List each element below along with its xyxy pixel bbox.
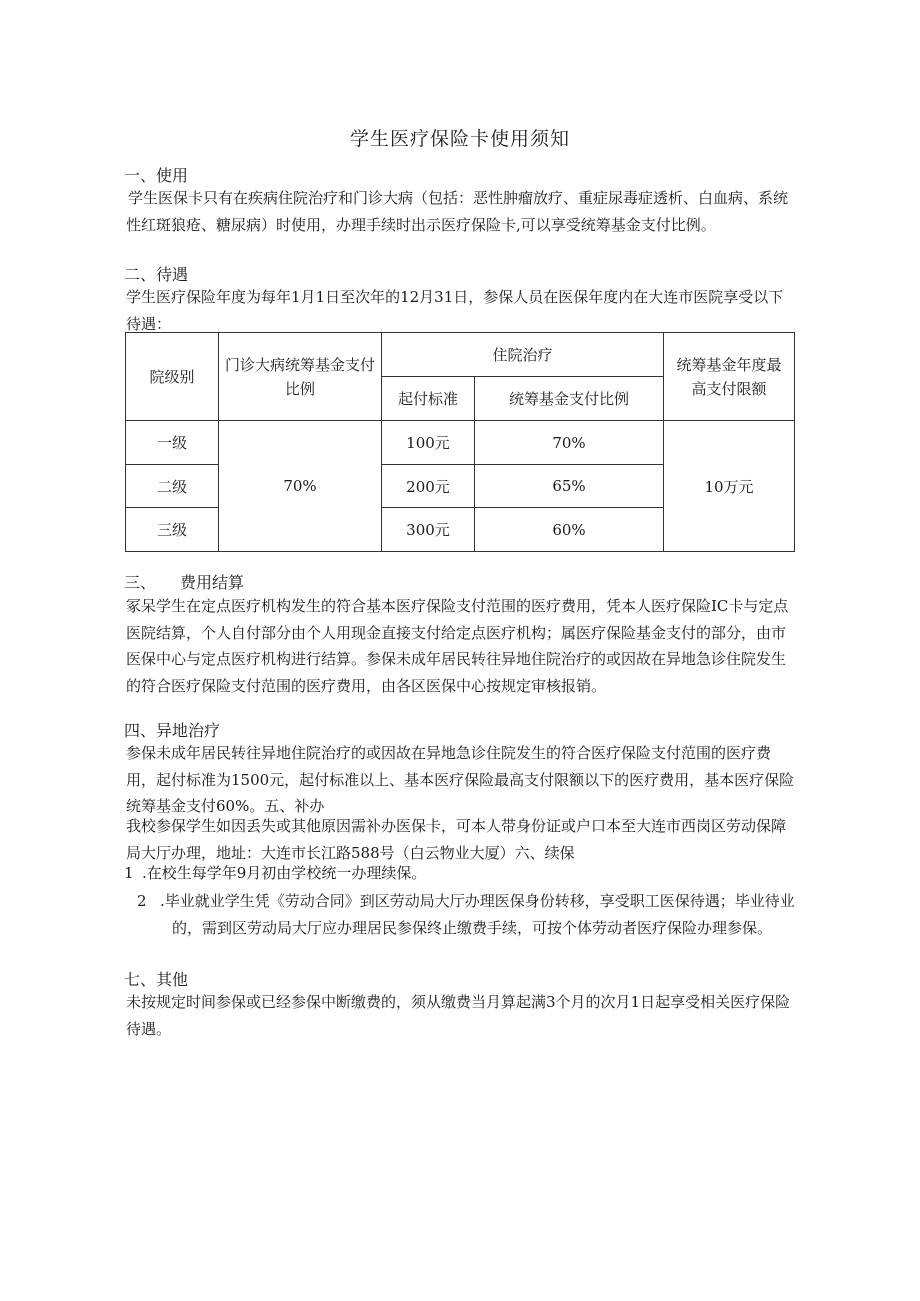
header-level: 院级别 (126, 333, 219, 421)
row-threshold: 100元 (382, 421, 475, 465)
header-outpatient-ratio: 门诊大病统筹基金支付比例 (219, 333, 382, 421)
section-7-heading: 七、其他 (124, 970, 189, 989)
row-ratio: 60% (475, 508, 664, 552)
section-4-text: 参保未成年居民转往异地住院治疗的或因故在异地急诊住院发生的符合医疗保险支付范围的医疗费用，起付标准为1500元，起付标准以上、基本医疗保险最高支付限额以下的医疗费用，基本医疗保险统筹基金支付60%。五、补办 (126, 744, 795, 815)
renewal-item-2-text: .毕业就业学生凭《劳动合同》到区劳动局大厅办理医保身份转移，享受职工医保待遇；毕业待业的，需到区劳动局大厅应办理居民参保终止缴费手续，可按个体劳动者医疗保险办理参保。 (160, 892, 795, 937)
header-threshold: 起付标准 (382, 377, 475, 421)
renewal-item-1-number: 1 (124, 864, 134, 882)
section-1-heading: 一、使用 (124, 166, 189, 185)
row-ratio: 70% (475, 421, 664, 465)
row-ratio: 65% (475, 465, 664, 508)
section-2-heading: 二、待遇 (124, 265, 189, 284)
row-level: 二级 (126, 465, 219, 508)
annual-limit-cell: 10万元 (664, 421, 795, 552)
renewal-item-2-number: 2 (137, 892, 147, 910)
section-3-text: 冢呆学生在定点医疗机构发生的符合基本医疗保险支付范围的医疗费用，凭本人医疗保险IC卡与定点医院结算，个人自付部分由个人用现金直接支付给定点医疗机构；属医疗保险基金支付的部分，由市医保中心与定点医疗机构进行结算。参保未成年居民转往异地住院治疗的或因故在异地急诊住院发生的符合医疗保险支付范围的医疗费用，由各区医保中心按规定审核报销。 (126, 597, 789, 695)
header-inpatient: 住院治疗 (382, 333, 664, 377)
section-7-text: 未按规定时间参保或已经参保中断缴费的，须从缴费当月算起满3个月的次月1日起享受相关医疗保险待遇。 (126, 993, 791, 1038)
section-1-text: 学生医保卡只有在疾病住院治疗和门诊大病（包括：恶性肿瘤放疗、重症尿毒症透析、白血病、系统性红斑狼疮、糖尿病）时使用，办理手续时出示医疗保险卡,可以享受统筹基金支付比例。 (126, 189, 789, 234)
table-row (126, 421, 795, 465)
row-threshold: 200元 (382, 465, 475, 508)
section-5-text: 我校参保学生如因丢失或其他原因需补办医保卡，可本人带身份证或户口本至大连市西岗区劳动保障局大厅办理，地址：大连市长江路588号（白云物业大厦）六、续保 (126, 817, 787, 862)
outpatient-ratio-cell: 70% (219, 421, 382, 552)
row-level: 一级 (126, 421, 219, 465)
row-level: 三级 (126, 508, 219, 552)
section-2-text: 学生医疗保险年度为每年1月1日至次年的12月31日，参保人员在医保年度内在大连市医院享受以下待遇： (126, 288, 784, 333)
benefits-table (125, 332, 795, 552)
header-inpatient-ratio: 统筹基金支付比例 (475, 377, 664, 421)
header-annual-limit: 统筹基金年度最高支付限额 (664, 333, 795, 421)
page-title: 学生医疗保险卡使用须知 (349, 128, 570, 150)
section-4-heading: 四、异地治疗 (124, 721, 221, 740)
row-threshold: 300元 (382, 508, 475, 552)
section-3-heading: 三、 费用结算 (124, 573, 245, 592)
renewal-item-1-text: .在校生每学年9月初由学校统一办理续保。 (142, 864, 427, 882)
